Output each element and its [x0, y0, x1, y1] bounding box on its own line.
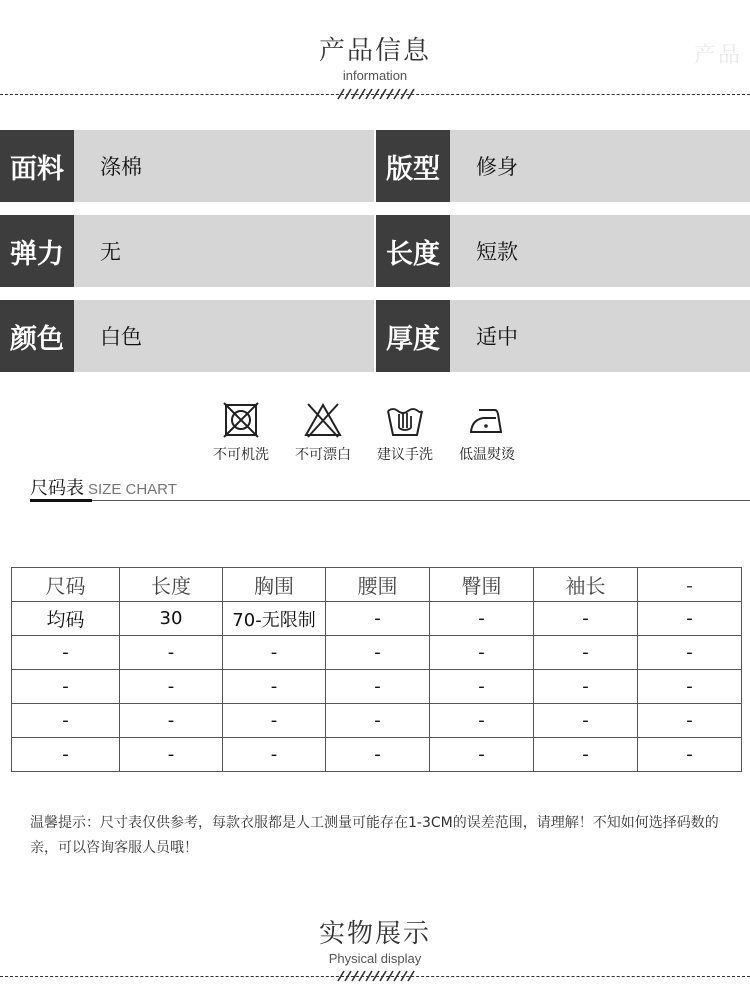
care-no-bleach: [288, 402, 358, 464]
table-cell: -: [223, 738, 326, 772]
table-row: [12, 738, 742, 772]
table-cell: -: [638, 636, 742, 670]
attr-label-elasticity: 弹力: [0, 215, 74, 287]
table-cell: -: [223, 636, 326, 670]
table-cell: -: [430, 602, 534, 636]
header-length: 长度: [120, 568, 223, 602]
care-label: 不可漂白: [295, 447, 351, 463]
attr-value-fabric: 涤棉: [74, 130, 374, 202]
table-cell: -: [120, 670, 223, 704]
care-hand-wash: [370, 402, 440, 464]
table-cell: -: [12, 636, 120, 670]
table-cell: 70-无限制: [223, 602, 326, 636]
hatch-ornament: [336, 970, 416, 982]
table-row: [12, 670, 742, 704]
table-cell: -: [534, 602, 638, 636]
attr-value-thickness: 适中: [450, 300, 750, 372]
table-cell: -: [120, 704, 223, 738]
care-label: 不可机洗: [213, 447, 269, 463]
table-cell: -: [534, 738, 638, 772]
table-row: [12, 636, 742, 670]
hand-wash-icon: [385, 402, 425, 438]
table-cell: -: [326, 636, 430, 670]
product-info-subtitle: information: [342, 68, 408, 83]
care-low-temp-iron: [452, 402, 522, 464]
attr-label-thickness: 厚度: [376, 300, 450, 372]
table-cell: -: [326, 738, 430, 772]
table-cell: -: [638, 738, 742, 772]
table-cell: -: [326, 704, 430, 738]
table-cell: -: [12, 738, 120, 772]
table-cell: -: [326, 602, 430, 636]
table-cell: -: [638, 602, 742, 636]
header-hip: 臀围: [430, 568, 534, 602]
size-chart-title-en: SIZE CHART: [88, 481, 177, 498]
table-cell: -: [223, 670, 326, 704]
attr-value-elasticity: 无: [74, 215, 374, 287]
physical-display-title: 实物展示: [318, 919, 431, 949]
size-chart-rule: [30, 500, 750, 501]
header-chest: 胸围: [223, 568, 326, 602]
table-cell: -: [12, 670, 120, 704]
table-cell: -: [430, 636, 534, 670]
low-temp-iron-icon: [467, 402, 507, 438]
table-cell: -: [326, 670, 430, 704]
physical-display-header: [0, 919, 750, 967]
table-cell: -: [430, 670, 534, 704]
care-label: 建议手洗: [377, 447, 433, 463]
size-chart-table: [11, 567, 742, 772]
hatch-ornament: [336, 88, 416, 100]
size-chart-header: [30, 474, 177, 500]
table-row: [12, 704, 742, 738]
table-cell: -: [223, 704, 326, 738]
table-cell: 30: [120, 602, 223, 636]
table-cell: -: [12, 704, 120, 738]
physical-display-subtitle: Physical display: [328, 951, 422, 966]
table-cell: -: [638, 704, 742, 738]
attr-label-color: 颜色: [0, 300, 74, 372]
header-sleeve: 袖长: [534, 568, 638, 602]
table-cell: -: [120, 738, 223, 772]
header-extra: -: [638, 568, 742, 602]
size-chart-rule-accent: [30, 499, 92, 502]
table-cell: 均码: [12, 602, 120, 636]
table-cell: -: [430, 738, 534, 772]
attr-value-color: 白色: [74, 300, 374, 372]
table-cell: -: [430, 704, 534, 738]
attr-label-fit: 版型: [376, 130, 450, 202]
no-bleach-icon: [303, 402, 343, 438]
attr-label-length: 长度: [376, 215, 450, 287]
care-label: 低温熨烫: [459, 447, 515, 463]
size-notice: 温馨提示：尺寸表仅供参考，每款衣服都是人工测量可能存在1-3CM的误差范围，请理解！不知如何选择码数的亲，可以咨询客服人员哦！: [30, 815, 719, 856]
attr-value-length: 短款: [450, 215, 750, 287]
table-row: [12, 602, 742, 636]
product-info-header: [0, 36, 750, 84]
header-size: 尺码: [12, 568, 120, 602]
table-cell: -: [120, 636, 223, 670]
table-cell: -: [638, 670, 742, 704]
attr-value-fit: 修身: [450, 130, 750, 202]
table-cell: -: [534, 636, 638, 670]
header-waist: 腰围: [326, 568, 430, 602]
no-machine-wash-icon: [222, 402, 260, 438]
care-no-machine-wash: [206, 402, 276, 464]
ghost-watermark-text: 产品: [694, 43, 743, 68]
size-chart-title: 尺码表: [30, 478, 84, 499]
table-header-row: [12, 568, 742, 602]
table-cell: -: [534, 704, 638, 738]
product-info-title: 产品信息: [318, 36, 431, 66]
attr-label-fabric: 面料: [0, 130, 74, 202]
table-cell: -: [534, 670, 638, 704]
